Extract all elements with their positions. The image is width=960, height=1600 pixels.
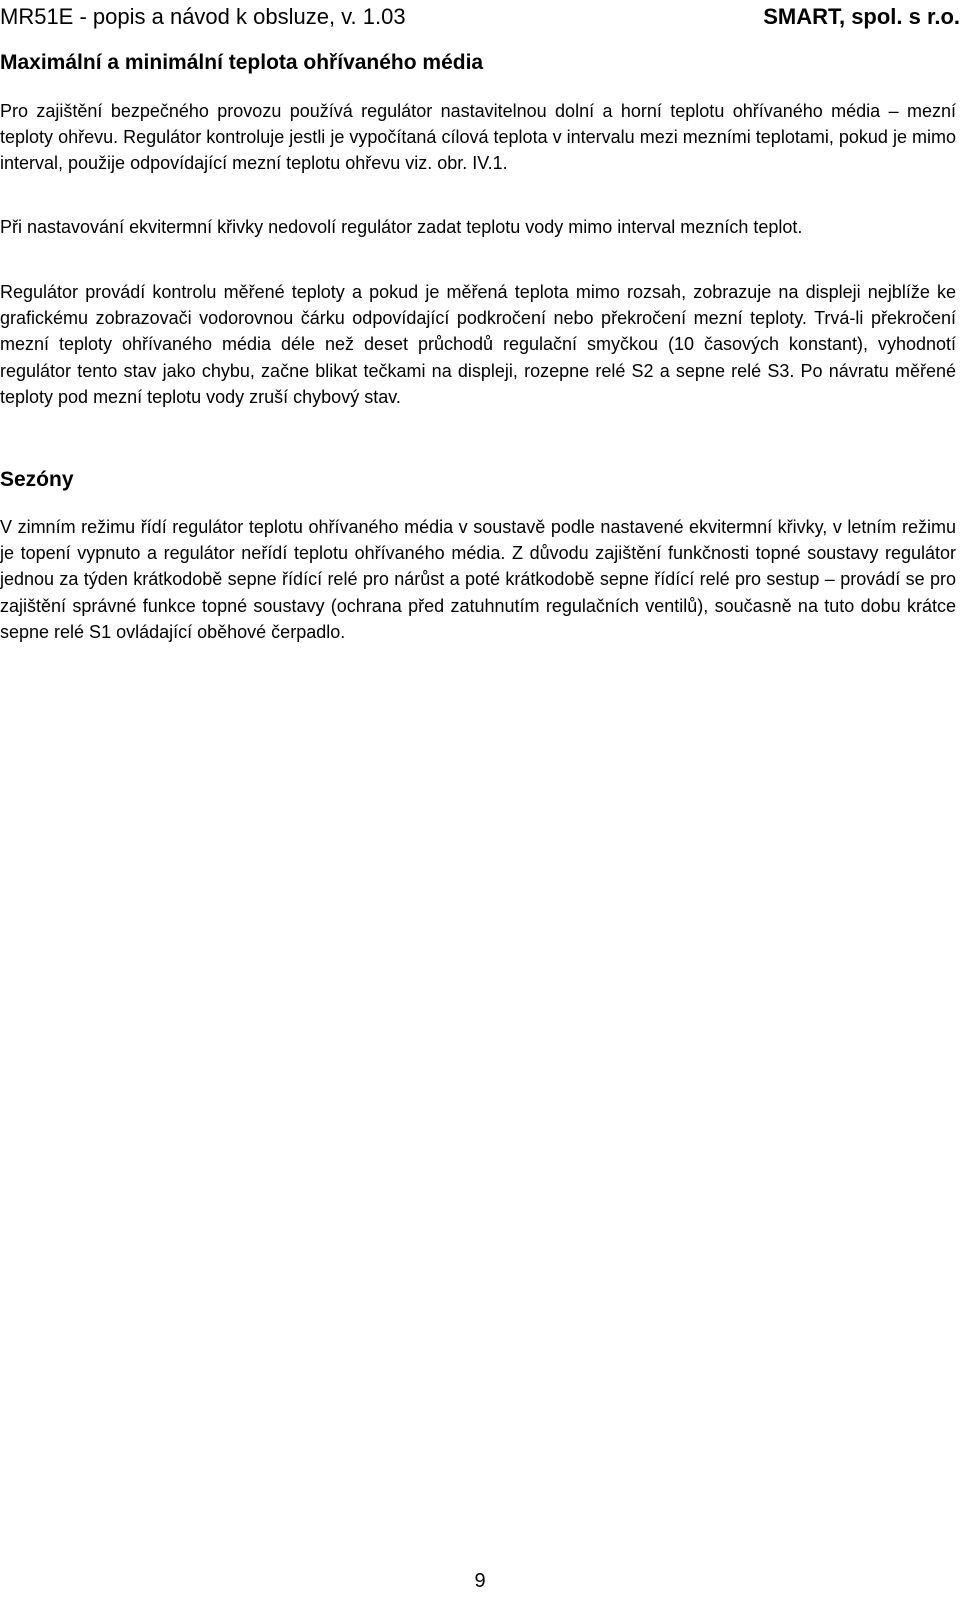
page-number: 9 bbox=[474, 1570, 486, 1592]
page-header bbox=[0, 2, 960, 32]
paragraph-seasons: V zimním režimu řídí regulátor teplotu ohřívaného média v soustavě podle nastavené ekvitermní křivky, v letním režimu je topení vypnuto a regulátor neřídí teplotu ohřívaného média. Z důvodu zajištění funkčnosti topné soustavy regulátor jednou za týden krátkodobě sepne řídící relé pro nárůst a poté krátkodobě sepne řídící relé pro sestup – provádí se pro zajištění správné funkce topné soustavy (ochrana před zatuhnutím regulačních ventilů), současně na tuto dobu krátce sepne relé S1 ovládající oběhové čerpadlo. bbox=[0, 517, 956, 642]
section-title-seasons: Sezóny bbox=[0, 468, 74, 491]
document-title: MR51E - popis a návod k obsluze, v. 1.03 bbox=[0, 4, 406, 29]
company-name: SMART, spol. s r.o. bbox=[763, 4, 960, 29]
paragraph-limits-intro: Pro zajištění bezpečného provozu používá regulátor nastavitelnou dolní a horní teplotu ohřívaného média – mezní teploty ohřevu. Regulátor kontroluje jestli je vypočítaná cílová teplota v intervalu mezi mezními teplotami, pokud je mimo interval, použije odpovídající mezní teplotu ohřevu viz. obr. IV.1. bbox=[0, 101, 956, 174]
paragraph-curve-setting: Při nastavování ekvitermní křivky nedovolí regulátor zadat teplotu vody mimo interval mezních teplot. bbox=[0, 217, 803, 237]
section-title-temperature-limits: Maximální a minimální teplota ohřívaného média bbox=[0, 51, 484, 74]
paragraph-temperature-check: Regulátor provádí kontrolu měřené teploty a pokud je měřená teplota mimo rozsah, zobrazuje na displeji nejblíže ke grafickému zobrazovači vodorovnou čárku odpovídající podkročení nebo překročení mezní teploty. Trvá-li překročení mezní teploty ohřívaného média déle než deset průchodů regulační smyčkou (10 časových konstant), vyhodnotí regulátor tento stav jako chybu, začne blikat tečkami na displeji, rozepne relé S2 a sepne relé S3. Po návratu měřené teploty pod mezní teplotu vody zruší chybový stav. bbox=[0, 282, 956, 407]
